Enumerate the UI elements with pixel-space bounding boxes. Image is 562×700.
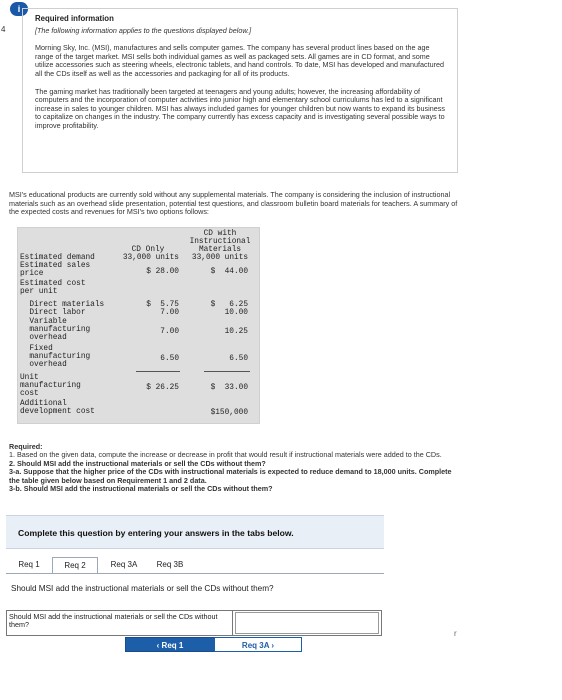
demand-cd-instructional: 33,000 units <box>191 254 249 262</box>
complete-instructions-banner: Complete this question by entering your answers in the tabs below. <box>6 515 384 549</box>
dm-cd-instructional: $ 6.25 <box>210 301 248 309</box>
tab-req-2[interactable]: Req 2 <box>52 557 98 574</box>
required-item-2: 2. Should MSI add the instructional materials or sell the CDs without them? <box>9 458 266 468</box>
tab-req-3b[interactable]: Req 3B <box>147 557 193 574</box>
unit-cost-cd-instructional: $ 33.00 <box>210 384 248 392</box>
answer-row <box>6 610 382 636</box>
unit-cost-cd-only: $ 26.25 <box>146 384 179 392</box>
price-cd-only: $ 28.00 <box>146 268 179 276</box>
dm-cd-only: $ 5.75 <box>146 301 179 309</box>
tab-req-3a[interactable]: Req 3A <box>101 557 147 574</box>
dl-cd-only: 7.00 <box>160 309 179 317</box>
answer-label: Should MSI add the instructional materials or sell the CDs without them? <box>7 611 233 635</box>
cost-revenue-table <box>17 227 260 424</box>
prev-req-1-button[interactable]: ‹ Req 1 <box>125 637 215 652</box>
price-cd-instructional: $ 44.00 <box>210 268 248 276</box>
dl-cd-instructional: 10.00 <box>224 309 248 317</box>
row-label-fixed-overhead: Fixed manufacturing overhead <box>29 345 91 370</box>
voh-cd-only: 7.00 <box>160 328 179 336</box>
row-label-development-cost: Additional development cost <box>20 400 95 417</box>
foh-cd-instructional: 6.50 <box>229 355 248 363</box>
info-title: Required information <box>35 14 114 23</box>
subtotal-rule-cd-instructional <box>204 371 250 372</box>
row-label-price: Estimated sales price <box>20 262 91 279</box>
row-label-unit-cost: Unit manufacturing cost <box>20 374 81 399</box>
info-paragraph-1: Morning Sky, Inc. (MSI), manufactures and sells computer games. The company has several product lines based on the age range of the target market. MSI sells both individual games as well as packaged sets. All games are in CD format, and some utilize accessories such as steering wheels, electronic tablets, and hand controls. To date, MSI has developed and manufactured all the CDs itself as well as the accessories and packaging for all of its products. <box>35 43 444 78</box>
voh-cd-instructional: 10.25 <box>224 328 248 336</box>
row-label-demand: Estimated demand <box>20 254 95 262</box>
question-number: 4 <box>1 25 6 34</box>
intro-paragraph: MSI's educational products are currently sold without any supplemental materials. The company is considering the inclusion of instructional materials such as an overhead slide presentation, potential test questions, and classroom bulletin board materials for teachers. A summary of the expected costs and revenues for MSI's two options follows: <box>9 190 458 217</box>
required-label: Required: <box>9 442 43 451</box>
row-label-cost-per-unit: Estimated cost per unit <box>20 280 86 297</box>
required-information-panel <box>22 8 458 173</box>
side-mark: r <box>454 629 457 638</box>
required-item-1: 1. Based on the given data, compute the increase or decrease in profit that would result if instructional materials were added to the CDs. <box>9 450 442 460</box>
header-cd-instructional: CD with Instructional Materials <box>189 230 251 255</box>
required-section <box>9 443 459 493</box>
next-req-3a-button[interactable]: Req 3A › <box>214 637 302 652</box>
info-badge-icon: i <box>10 2 28 16</box>
question-text: Should MSI add the instructional materials or sell the CDs without them? <box>11 584 274 593</box>
requirement-tabs <box>6 557 384 574</box>
tab-req-1[interactable]: Req 1 <box>10 557 48 574</box>
info-note: [The following information applies to the questions displayed below.] <box>35 25 252 35</box>
answer-dropdown[interactable] <box>235 612 379 634</box>
tab-divider <box>6 573 384 574</box>
demand-cd-only: 33,000 units <box>122 254 179 262</box>
dev-cost-cd-instructional: $150,000 <box>210 409 248 417</box>
row-label-direct-labor: Direct labor <box>20 309 86 317</box>
row-label-variable-overhead: Variable manufacturing overhead <box>29 318 91 343</box>
header-cd-only: CD Only <box>131 246 165 254</box>
subtotal-rule-cd-only <box>136 371 180 372</box>
info-paragraph-2: The gaming market has traditionally been targeted at teenagers and young adults; however, the increasing affordability of computers and the incorporation of computer activities into junior high and elementary school curriculums has led to a significant increase in sales to younger children. MSI has always included games for younger children but now wants to expand its business to capitalize on changes in the industry. The company currently has excess capacity and is investigating several possible ways to improve profitability. <box>35 86 445 130</box>
required-item-3b: 3-b. Should MSI add the instructional materials or sell the CDs without them? <box>9 484 273 494</box>
row-label-direct-materials: Direct materials <box>20 301 105 309</box>
foh-cd-only: 6.50 <box>160 355 179 363</box>
required-item-3a: 3-a. Suppose that the higher price of the CDs with instructional materials is expected to reduce demand to 18,000 units. Complete the table given below based on Requirement 1 and 2 data. <box>9 467 452 485</box>
